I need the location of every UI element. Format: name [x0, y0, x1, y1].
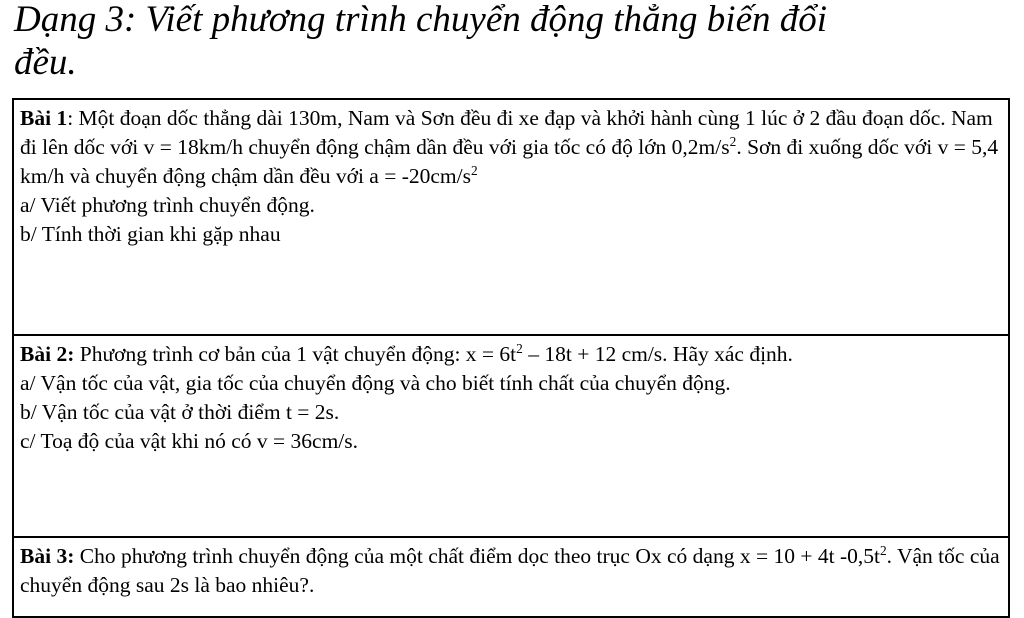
- problem-1-question-a: a/ Viết phương trình chuyển động.: [20, 193, 315, 217]
- heading-line-1: Dạng 3: Viết phương trình chuyển động thẳng biến đổi: [14, 0, 828, 40]
- problem-1-box: [12, 98, 1010, 336]
- problem-1-text-b: . Sơn đi xuống dốc với v = 5,4 km/h và chuyển động chậm dần đều với a = -20cm/s: [20, 135, 999, 188]
- problem-2-label: Bài 2:: [20, 342, 75, 366]
- problem-3-label: Bài 3:: [20, 544, 75, 568]
- heading-line-2: đều.: [14, 42, 77, 83]
- problem-2-question-b: b/ Vận tốc của vật ở thời điểm t = 2s.: [20, 400, 340, 424]
- problem-2-question-c: c/ Toạ độ của vật khi nó có v = 36cm/s.: [20, 429, 359, 453]
- problem-1-sup-b: 2: [471, 162, 478, 178]
- problem-1-sup-a: 2: [729, 133, 737, 149]
- problem-3-text-b: . Vận tốc của chuyển động sau 2s là bao nhiêu?.: [20, 544, 1000, 597]
- problem-2-question-a: a/ Vận tốc của vật, gia tốc của chuyển động và cho biết tính chất của chuyển động.: [20, 371, 731, 395]
- problem-3-statement: [20, 542, 1002, 600]
- problem-2-box: [12, 334, 1010, 538]
- problem-1-label: Bài 1: [20, 106, 68, 130]
- problem-3-text-a: Cho phương trình chuyển động của một chất điểm dọc theo trục Ox có dạng x = 10 + 4t -0,5t: [74, 544, 880, 568]
- problem-2-text-b: – 18t + 12 cm/s. Hãy xác định.: [522, 342, 793, 366]
- problem-3-box: [12, 536, 1010, 618]
- problem-3-sup-a: 2: [879, 542, 887, 558]
- problem-2-text-a: Phương trình cơ bản của 1 vật chuyển động: x = 6t: [74, 342, 517, 366]
- section-heading: [14, 0, 1014, 84]
- problem-2-statement: [20, 340, 1002, 369]
- problem-2-sup-a: 2: [516, 340, 523, 356]
- problem-1-question-b: b/ Tính thời gian khi gặp nhau: [20, 222, 281, 246]
- problem-1-text-a: : Một đoạn dốc thẳng dài 130m, Nam và Sơn đều đi xe đạp và khởi hành cùng 1 lúc ở 2 đầu đoạn dốc. Nam đi lên dốc với v = 18km/h chuyển động chậm dần đều với gia tốc có độ lớn 0,2m/s: [20, 106, 993, 159]
- problem-1-statement: [20, 104, 1002, 191]
